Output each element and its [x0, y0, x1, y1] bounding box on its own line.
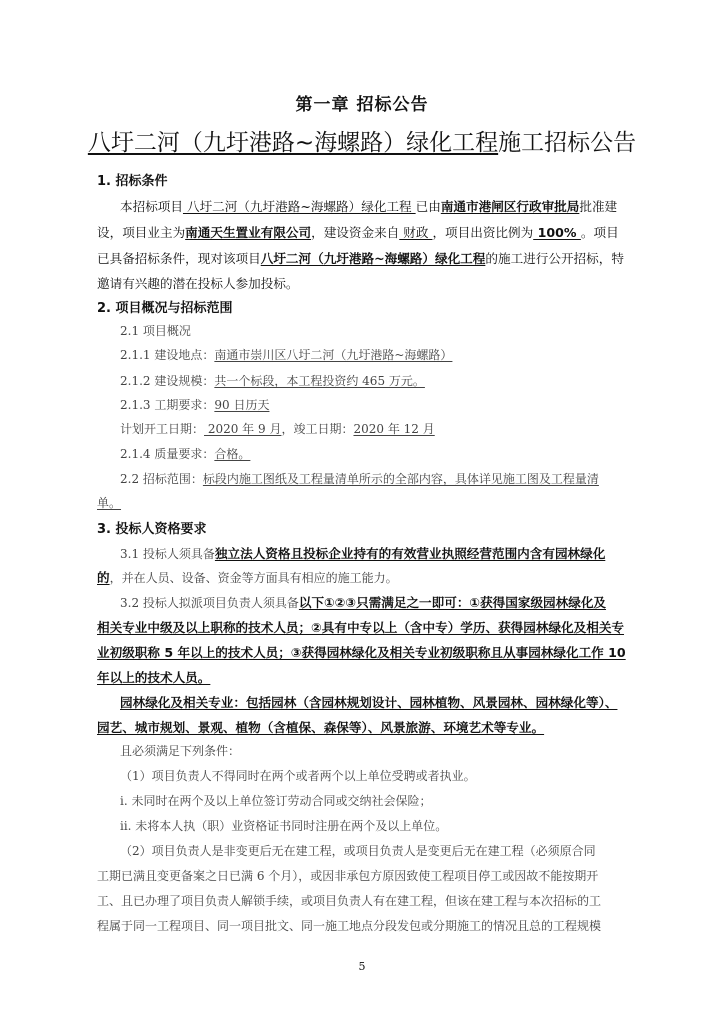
- plan-line: 计划开工日期： 2020 年 9 月，竣工日期：2020 年 12 月: [120, 422, 435, 436]
- req-3-2-line-3: 业初级职称 5 年以上的技术人员；③获得园林绿化及相关专业初级职称且从事园林绿化工作 10: [97, 645, 626, 660]
- req-3-2-line-2: 相关专业中级及以上职称的技术人员；②具有中专以上（含中专）学历、获得园林绿化及相关专: [97, 620, 625, 635]
- project-name: 八圩二河（九圩港路~海螺路）绿化工程: [182, 199, 416, 214]
- paragraph-line: 已具备招标条件，现对该项目八圩二河（九圩港路~海螺路）绿化工程的施工进行公开招标，特: [97, 251, 624, 266]
- project-name: 八圩二河（九圩港路~海螺路）绿化工程: [260, 251, 486, 266]
- req-3-2-line: 3.2 投标人拟派项目负责人须具备以下①②③只需满足之一即可：①获得国家级园林绿化及: [120, 595, 607, 610]
- condition-2-line-2: 工期已满且变更备案之日已满 6 个月），或因非承包方原因致使工程项目停工或因故不能按期开: [97, 869, 599, 883]
- title-suffix: 施工招标公告: [498, 130, 637, 156]
- must-meet-line: 且必须满足下列条件：: [120, 744, 241, 758]
- paragraph-line: 设，项目业主为南通天生置业有限公司，建设资金来自 财政 ，项目出资比例为 100% 。项目: [97, 225, 619, 240]
- specialty-line: 园林绿化及相关专业：包括园林（含园林规划设计、园林植物、风景园林、园林绿化等）、: [120, 695, 618, 710]
- section-2-heading: 2. 项目概况与招标范围: [97, 301, 233, 316]
- quality-line: 2.1.4 质量要求：合格。: [120, 447, 251, 461]
- owner: 南通天生置业有限公司: [185, 225, 312, 240]
- condition-2: （2）项目负责人是非变更后无在建工程，或项目负责人是变更后无在建工程（必须原合同: [120, 844, 596, 858]
- investment-ratio: 100%: [533, 225, 581, 240]
- specialty-line-2: 园艺、城市规划、景观、植物（含植保、森保等）、风景旅游、环境艺术等专业。: [97, 720, 545, 735]
- req-3-2-line-4: 年以上的技术人员。: [97, 670, 211, 685]
- scope-line-2: 单。: [97, 496, 122, 510]
- period-value: 90 日历天: [214, 398, 270, 412]
- condition-1: （1）项目负责人不得同时在两个或者两个以上单位受聘或者执业。: [120, 769, 476, 783]
- chapter-heading: 第一章 招标公告: [295, 95, 429, 115]
- scope-line: 2.2 招标范围：标段内施工图纸及工程量清单所示的全部内容，具体详见施工图及工程量清: [120, 472, 599, 486]
- location-line: 2.1.1 建设地点：南通市崇川区八圩二河（九圩港路~海螺路）: [120, 348, 453, 362]
- notice-title: [0, 124, 724, 157]
- condition-1-ii: ⅱ. 未将本人执（职）业资格证书同时注册在两个及以上单位。: [120, 819, 448, 833]
- paragraph-line: 本招标项目 八圩二河（九圩港路~海螺路）绿化工程 已由南通市港闸区行政审批局批准建: [120, 199, 618, 214]
- section-3-heading: 3. 投标人资格要求: [97, 522, 207, 537]
- period-line: 2.1.3 工期要求：90 日历天: [120, 398, 270, 412]
- approver: 南通市港闸区行政审批局: [440, 199, 580, 214]
- req-3-1-line: 3.1 投标人须具备独立法人资格且投标企业持有的有效营业执照经营范围内含有园林绿化: [120, 546, 606, 561]
- page-number: 5: [358, 960, 366, 973]
- project-name-title: 八圩二河（九圩港路~海螺路）绿化工程: [87, 130, 499, 156]
- req-3-2-bold: 以下①②③只需满足之一即可：①获得国家级园林绿化及: [298, 595, 607, 610]
- paragraph-line: 邀请有兴趣的潜在投标人参加投标。: [97, 276, 299, 291]
- scale-line: 2.1.2 建设规模：共一个标段，本工程投资约 465 万元。: [120, 374, 425, 388]
- req-3-1-line-2: 的，并在人员、设备、资金等方面具有相应的施工能力。: [97, 570, 398, 585]
- start-date: 2020 年 9 月: [204, 422, 282, 436]
- quality-value: 合格。: [214, 447, 251, 461]
- scale-value: 共一个标段，本工程投资约 465 万元。: [214, 374, 425, 388]
- condition-2-line-4: 程属于同一工程项目、同一项目批文、同一施工地点分段发包或分期施工的情况且总的工程规模: [97, 919, 602, 933]
- overview-label: 2.1 项目概况: [120, 324, 191, 338]
- end-date: 2020 年 12 月: [353, 422, 435, 436]
- section-1-heading: 1. 招标条件: [97, 174, 168, 189]
- scope-value: 标段内施工图纸及工程量清单所示的全部内容，具体详见施工图及工程量清: [202, 472, 599, 486]
- condition-1-i: ⅰ. 未同时在两个及以上单位签订劳动合同或交纳社会保险；: [120, 794, 432, 808]
- condition-2-line-3: 工、且已办理了项目负责人解锁手续，或项目负责人有在建工程，但该在建工程与本次招标的工: [97, 894, 602, 908]
- req-3-1-bold: 独立法人资格且投标企业持有的有效营业执照经营范围内含有园林绿化: [214, 546, 606, 561]
- location-value: 南通市崇川区八圩二河（九圩港路~海螺路）: [214, 348, 453, 362]
- fund-source: 财政: [399, 225, 433, 240]
